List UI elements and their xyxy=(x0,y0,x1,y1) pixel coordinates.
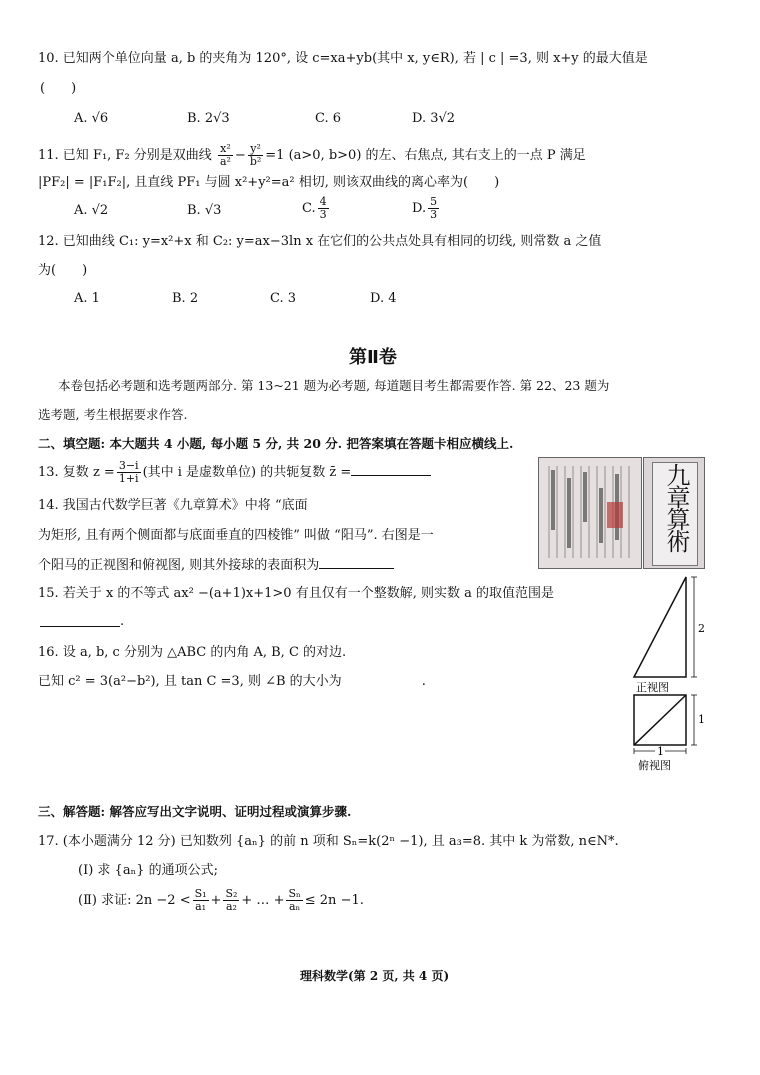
q17-frac-sn: $\frac{\text{Sₙ}}{\text{aₙ}}$ xyxy=(288,887,301,913)
q12-option-c: C. 3 xyxy=(270,291,297,306)
book-cover-photo xyxy=(643,457,705,569)
dim-height-label: 2 xyxy=(698,622,705,635)
q16-answer-blank xyxy=(342,673,422,685)
q16-line2: 已知 c² = 3(a²−b²), 且 tan C =3, 则 ∠B 的大小为 . xyxy=(38,674,426,689)
q14-line1: 14. 我国古代数学巨著《九章算术》中将 “底面 xyxy=(38,498,308,513)
dim-side-label: 1 xyxy=(698,713,705,726)
q11-stem-c: |PF₂| = |F₁F₂|, 且直线 PF₁ 与圆 x²+y²=a² 相切, 则该双曲线的离心率为( ) xyxy=(38,175,500,190)
q12-option-a: A. 1 xyxy=(74,291,100,306)
book-title: 九章算術 xyxy=(652,462,698,566)
front-view-label: 正视图 xyxy=(636,681,669,694)
q17-part1: (Ⅰ) 求 {aₙ} 的通项公式; xyxy=(78,863,218,878)
dim-bottom-label: 1 xyxy=(657,745,664,758)
q11-stem-b: =1 (a>0, b>0) 的左、右焦点, 其右支上的一点 P 满足 xyxy=(265,148,586,163)
q11-option-b: B. √3 xyxy=(187,203,222,218)
q17-stem: 17. (本小题满分 12 分) 已知数列 {aₙ} 的前 n 项和 Sₙ=k(2ⁿ −1), 且 a₃=8. 其中 k 为常数, n∈N*. xyxy=(38,834,619,849)
q12-stem: 12. 已知曲线 C₁: y=x²+x 和 C₂: y=ax−3ln x 在它们的公共点处具有相同的切线, 则常数 a 之值 xyxy=(38,234,602,249)
q16-line1: 16. 设 a, b, c 分别为 △ABC 的内角 A, B, C 的对边. xyxy=(38,645,347,660)
q11-option-a: A. √2 xyxy=(74,203,109,218)
q10-option-a: A. √6 xyxy=(74,111,109,126)
page-footer: 理科数学(第 2 页, 共 4 页) xyxy=(300,969,450,983)
q11-stem: 11. 已知 F₁, F₂ 分别是双曲线 $\frac{\text{x²}}{\text{a²}}$ − $\frac{\text{y²}}{\text{b²}}$ =1 (a>0, b>0) 的左、右焦点, 其右支上的一点 P 满足 xyxy=(38,142,586,168)
q15-answer-blank xyxy=(40,614,120,627)
q13-stem: 13. 复数 z = $\frac{3-i}{1+i}$ (其中 i 是虚数单位) 的共轭复数 z̄ = xyxy=(38,460,431,485)
q14-line3: 个阳马的正视图和俯视图, 则其外接球的表面积为 xyxy=(38,556,394,575)
section2-intro2: 选考题, 考生根据要求作答. xyxy=(38,407,188,422)
three-view-figure xyxy=(628,575,708,775)
q10-stem: 10. 已知两个单位向量 a, b 的夹角为 120°, 设 c=xa+yb(其中 x, y∈R), 若 | c | =3, 则 x+y 的最大值是 xyxy=(38,51,648,66)
q10-option-c: C. 6 xyxy=(315,111,342,126)
q10-paren: ( ) xyxy=(40,81,77,96)
q11-option-c: C. $\frac{4}{3}$ xyxy=(302,195,327,221)
q17-frac-s2: $\frac{\text{S₂}}{\text{a₂}}$ xyxy=(225,887,238,913)
q11-frac-x: $\frac{\text{x²}}{\text{a²}}$ xyxy=(219,142,231,168)
q17-part2: (Ⅱ) 求证: 2n −2 < $\frac{\text{S₁}}{\text{a₁}}$ + $\frac{\text{S₂}}{\text{a₂}}$ + … + $\frac{\text{Sₙ}}{\text{aₙ}}$ ≤ 2n −1. xyxy=(78,887,364,913)
q12-option-b: B. 2 xyxy=(172,291,199,306)
fill-header: 二、填空题: 本大题共 4 小题, 每小题 5 分, 共 20 分. 把答案填在答题卡相应横线上. xyxy=(38,436,514,451)
q11-option-d: D. $\frac{5}{3}$ xyxy=(412,195,438,221)
q10-option-b: B. 2√3 xyxy=(187,111,230,126)
book-page-photo xyxy=(538,457,642,569)
q13-answer-blank xyxy=(351,463,431,476)
section3-header: 三、解答题: 解答应写出文字说明、证明过程或演算步骤. xyxy=(38,804,352,819)
top-view-label: 俯视图 xyxy=(638,759,671,772)
q14-answer-blank xyxy=(319,556,394,569)
q17-frac-s1: $\frac{\text{S₁}}{\text{a₁}}$ xyxy=(194,887,207,913)
q11-frac-y: $\frac{\text{y²}}{\text{b²}}$ xyxy=(249,142,262,168)
q12-option-d: D. 4 xyxy=(370,291,397,306)
q14-line2: 为矩形, 且有两个侧面都与底面垂直的四棱锥” 叫做 “阳马”. 右图是一 xyxy=(38,528,434,543)
q11-stem-a: 11. 已知 F₁, F₂ 分别是双曲线 xyxy=(38,148,212,163)
section2-title: 第Ⅱ卷 xyxy=(349,347,397,368)
book-page-image xyxy=(539,458,641,568)
q10-option-d: D. 3√2 xyxy=(412,111,456,126)
section2-intro1: 本卷包括必考题和选考题两部分. 第 13~21 题为必考题, 每道题目考生都需要作答. 第 22、23 题为 xyxy=(58,378,610,393)
q13-frac: $\frac{3-i}{1+i}$ xyxy=(118,459,139,485)
front-view-triangle xyxy=(634,577,686,677)
q15-stem: 15. 若关于 x 的不等式 ax² −(a+1)x+1>0 有且仅有一个整数解, 则实数 a 的取值范围是 xyxy=(38,586,554,601)
q12-stem-b: 为( ) xyxy=(38,263,88,278)
